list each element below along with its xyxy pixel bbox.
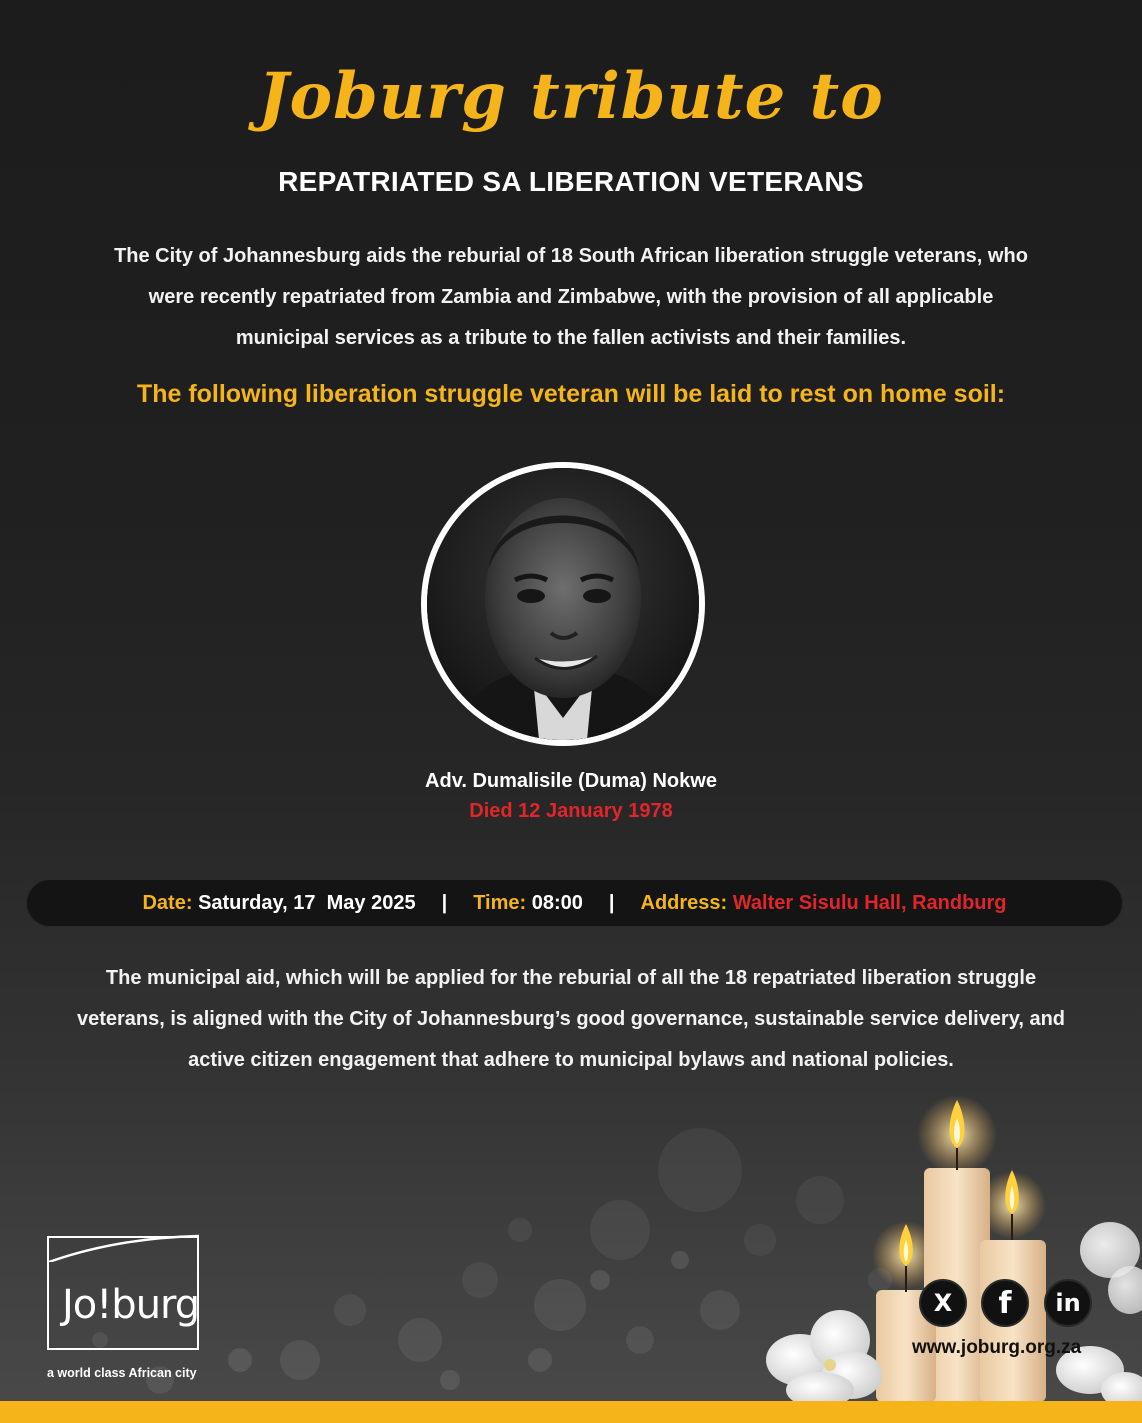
closing-paragraph: The municipal aid, which will be applied for the reburial of all the 18 repatriated liberation struggle veterans, is aligned with the City of Johannesburg’s good governance, sustainable service delivery, and active citizen engagement that adhere to municipal bylaws and national policies. <box>76 967 1066 1071</box>
bottom-accent-strip <box>0 1401 1142 1423</box>
veteran-died-date: Died 12 January 1978 <box>469 800 673 822</box>
joburg-logo-tagline: a world class African city <box>47 1366 197 1380</box>
page-title: REPATRIATED SA LIBERATION VETERANS <box>278 166 864 197</box>
veteran-name: Adv. Dumalisile (Duma) Nokwe <box>425 770 717 792</box>
intro-paragraph: The City of Johannesburg aids the reburial of 18 South African liberation struggle veterans, who were recently repatriated from Zambia and Zimbabwe, with the provision of all applicable municipal services as a tribute to the fallen activists and their families. <box>114 245 1028 349</box>
date-label: Date: <box>142 891 193 914</box>
time-label: Time: <box>473 891 527 914</box>
highlight-text: The following liberation struggle veteran will be laid to rest on home soil: <box>136 380 1006 408</box>
website-link[interactable]: www.joburg.org.za <box>912 1337 1082 1358</box>
joburg-logo-curve <box>47 1232 207 1262</box>
separator-2: | <box>608 891 615 914</box>
x-social-icon[interactable]: X <box>919 1279 967 1327</box>
joburg-logo-wordmark: Jo!burg <box>62 1282 200 1328</box>
veteran-portrait <box>421 462 705 746</box>
address-label: Address: <box>640 891 728 914</box>
separator-1: | <box>441 891 448 914</box>
event-info-bar <box>26 879 1123 927</box>
date-value: Saturday, 17 May 2025 <box>198 891 416 914</box>
facebook-icon[interactable]: f <box>981 1279 1029 1327</box>
address-value: Walter Sisulu Hall, Randburg <box>732 891 1007 914</box>
time-value: 08:00 <box>531 891 583 914</box>
linkedin-icon[interactable]: in <box>1044 1279 1092 1327</box>
script-title: Joburg tribute to <box>258 59 884 134</box>
